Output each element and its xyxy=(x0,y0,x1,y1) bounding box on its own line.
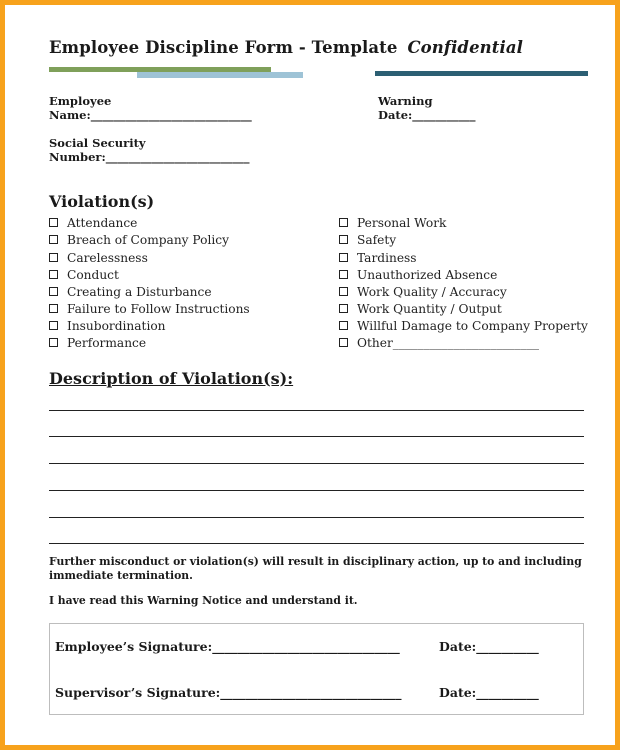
ssn-field[interactable] xyxy=(49,136,249,164)
checkbox-icon[interactable] xyxy=(339,287,348,296)
form-title-text: Employee Discipline Form - Template xyxy=(49,38,398,57)
employee-date-field[interactable]: Date:__________ xyxy=(439,639,539,654)
checkbox-icon[interactable] xyxy=(49,235,58,244)
description-line[interactable] xyxy=(49,463,584,464)
violation-label: Carelessness xyxy=(67,251,148,265)
warning-label: Warning xyxy=(378,94,433,108)
violation-label: Personal Work xyxy=(357,216,447,230)
violation-label: Conduct xyxy=(67,268,119,282)
checkbox-icon[interactable] xyxy=(49,304,58,313)
description-line[interactable] xyxy=(49,490,584,491)
checkbox-icon[interactable] xyxy=(339,270,348,279)
violation-checkbox[interactable] xyxy=(339,319,588,333)
violation-checkbox[interactable] xyxy=(49,268,119,282)
form-title xyxy=(49,38,523,57)
violation-checkbox[interactable] xyxy=(49,251,148,265)
header-bar-teal xyxy=(375,71,588,76)
violation-checkbox[interactable] xyxy=(49,285,212,299)
violation-checkbox[interactable] xyxy=(49,319,166,333)
description-heading: Description of Violation(s): xyxy=(49,369,294,388)
notice-line-2: immediate termination. xyxy=(49,569,193,582)
violation-checkbox[interactable] xyxy=(339,233,396,247)
signature-box xyxy=(49,623,584,715)
violation-checkbox[interactable] xyxy=(49,216,137,230)
violation-label: Failure to Follow Instructions xyxy=(67,302,250,316)
supervisor-signature-field[interactable]: Supervisor’s Signature:_____________________________ xyxy=(55,685,402,700)
description-line[interactable] xyxy=(49,410,584,411)
violation-label: Safety xyxy=(357,233,397,247)
checkbox-icon[interactable] xyxy=(339,338,348,347)
violation-label: Tardiness xyxy=(357,251,417,265)
checkbox-icon[interactable] xyxy=(339,253,348,262)
violation-checkbox[interactable] xyxy=(49,233,229,247)
description-line[interactable] xyxy=(49,436,584,437)
checkbox-icon[interactable] xyxy=(49,218,58,227)
employee-signature-field[interactable]: Employee’s Signature:______________________________ xyxy=(55,639,400,654)
checkbox-icon[interactable] xyxy=(49,253,58,262)
violation-checkbox[interactable] xyxy=(49,302,250,316)
violation-checkbox[interactable] xyxy=(49,336,146,350)
warning-date-line: Date:___________ xyxy=(378,108,476,122)
checkbox-icon[interactable] xyxy=(339,235,348,244)
description-line[interactable] xyxy=(49,543,584,544)
violation-label: Breach of Company Policy xyxy=(67,233,229,247)
violation-label: Insubordination xyxy=(67,319,166,333)
violation-label: Attendance xyxy=(67,216,138,230)
header-bar-light-blue xyxy=(137,72,303,78)
checkbox-icon[interactable] xyxy=(339,321,348,330)
violation-label: Work Quantity / Output xyxy=(357,302,502,316)
violation-checkbox[interactable] xyxy=(339,285,507,299)
checkbox-icon[interactable] xyxy=(339,218,348,227)
violation-checkbox[interactable] xyxy=(339,302,502,316)
violation-label: Unauthorized Absence xyxy=(357,268,498,282)
violation-checkbox[interactable] xyxy=(339,268,497,282)
employee-name-field[interactable] xyxy=(49,94,252,122)
acknowledge-text: I have read this Warning Notice and understand it. xyxy=(49,594,358,607)
confidential-label: Confidential xyxy=(407,38,524,57)
violation-label: Performance xyxy=(67,336,147,350)
violation-label: Other________________________ xyxy=(357,336,540,350)
description-line[interactable] xyxy=(49,517,584,518)
violation-checkbox[interactable] xyxy=(339,251,417,265)
checkbox-icon[interactable] xyxy=(49,270,58,279)
checkbox-icon[interactable] xyxy=(49,287,58,296)
violation-label: Work Quality / Accuracy xyxy=(357,285,507,299)
violation-label: Willful Damage to Company Property xyxy=(357,319,588,333)
violation-checkbox[interactable] xyxy=(339,216,446,230)
employee-label: Employee xyxy=(49,94,112,108)
violations-heading: Violation(s) xyxy=(49,192,155,211)
violation-label: Creating a Disturbance xyxy=(67,285,212,299)
employee-name-line: Name:____________________________ xyxy=(49,108,252,122)
violation-checkbox[interactable] xyxy=(339,336,539,350)
notice-line-1: Further misconduct or violation(s) will result in disciplinary action, up to and including xyxy=(49,555,582,568)
ssn-label: Social Security xyxy=(49,136,146,150)
ssn-number-line: Number:_________________________ xyxy=(49,150,250,164)
checkbox-icon[interactable] xyxy=(339,304,348,313)
notice-text xyxy=(49,555,582,583)
supervisor-date-field[interactable]: Date:__________ xyxy=(439,685,539,700)
checkbox-icon[interactable] xyxy=(49,321,58,330)
checkbox-icon[interactable] xyxy=(49,338,58,347)
warning-date-field[interactable] xyxy=(378,94,476,122)
